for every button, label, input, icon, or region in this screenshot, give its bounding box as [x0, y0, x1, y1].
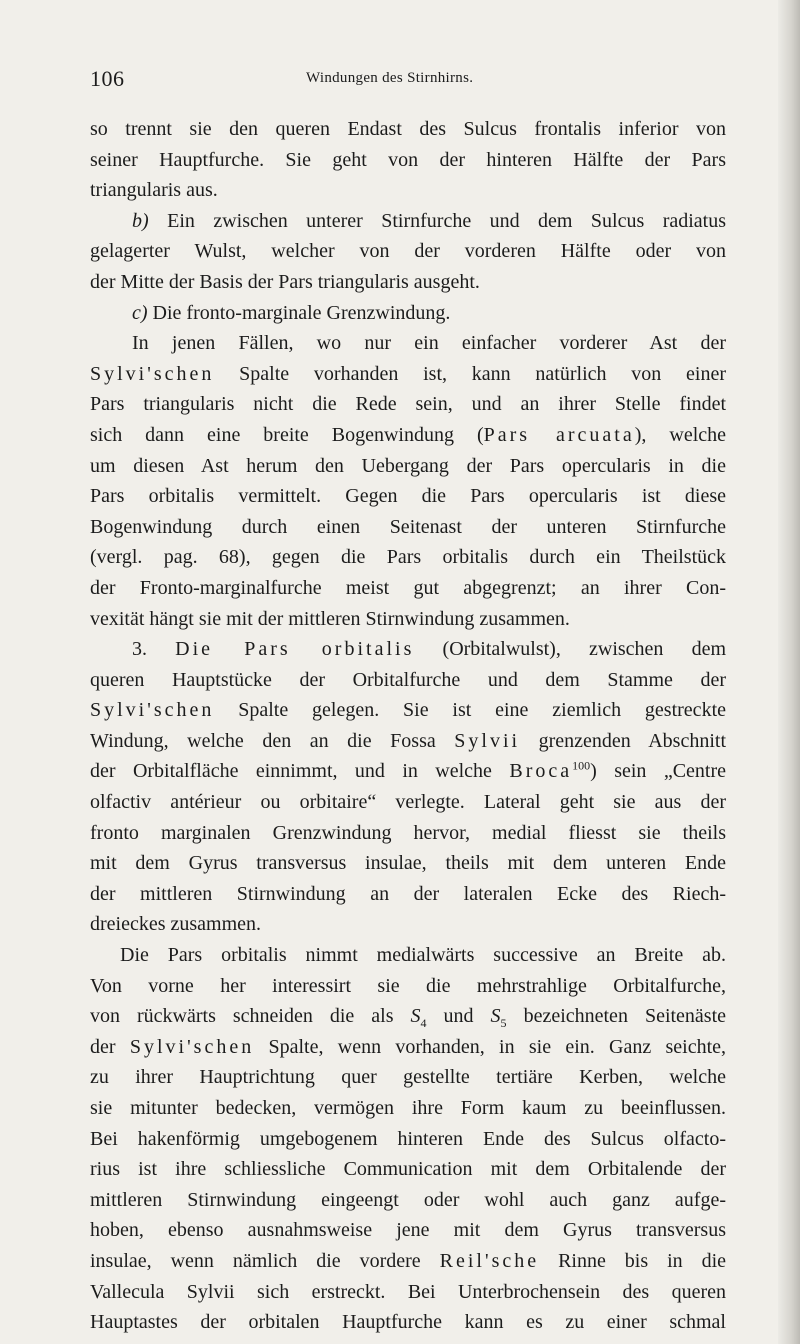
- text-line: Pars orbitalis vermittelt. Gegen die Pars opercularis ist diese: [90, 485, 726, 508]
- list-marker-c: c): [132, 301, 148, 324]
- text-line: triangularis aus.: [90, 179, 218, 202]
- text-line: Windung, welche den an die Fossa Sylvii grenzenden Abschnitt: [90, 729, 727, 752]
- running-head: Windungen des Stirnhirns.: [306, 70, 474, 86]
- text-line: Von vorne her interessirt sie die mehrstrahlige Orbitalfurche,: [90, 974, 726, 997]
- list-marker-b: b): [132, 209, 149, 232]
- text-line: gelagerter Wulst, welcher von der vorderen Hälfte oder von: [90, 240, 726, 263]
- footnote-ref: 100: [572, 758, 591, 773]
- text-line: queren Hauptstücke der Orbitalfurche und dem Stamme der: [90, 668, 726, 691]
- text-line: mit dem Gyrus transversus insulae, theils mit dem unteren Ende: [90, 852, 726, 875]
- text-line: so trennt sie den queren Endast des Sulcus frontalis inferior von: [90, 118, 726, 140]
- text-line: 3. Die Pars orbitalis (Orbitalwulst), zwischen dem: [132, 638, 727, 661]
- text-line: der Orbitalfläche einnimmt, und in welche Broca$^{100}$) sein „Centre: [90, 758, 727, 783]
- page-edge-shadow: [778, 0, 800, 1344]
- text-line: Hauptastes der orbitalen Hauptfurche kann es zu einer schmal: [90, 1311, 726, 1334]
- text-line: der Mitte der Basis der Pars triangularis ausgeht.: [90, 270, 480, 293]
- text-line: von rückwärts schneiden die als $S_4$ und $S_5$ bezeichneten Seitenäste: [90, 1005, 727, 1031]
- page-header: [90, 66, 730, 94]
- text-line: In jenen Fällen, wo nur ein einfacher vorderer Ast der: [132, 332, 726, 355]
- page-number: 106: [90, 66, 125, 91]
- text-line: zu ihrer Hauptrichtung quer gestellte tertiäre Kerben, welche: [90, 1066, 726, 1089]
- text-line: mittleren Stirnwindung eingeengt oder wohl auch ganz aufge-: [90, 1188, 726, 1211]
- text-line: c) Die fronto-marginale Grenzwindung.: [132, 301, 451, 324]
- text-line: fronto marginalen Grenzwindung hervor, medial fliesst sie theils: [90, 821, 726, 844]
- text-line: der Sylvi'schen Spalte, wenn vorhanden, in sie ein. Ganz seichte,: [90, 1035, 727, 1058]
- text-line: Sylvi'schen Spalte vorhanden ist, kann natürlich von einer: [90, 362, 727, 385]
- text-line: Sylvi'schen Spalte gelegen. Sie ist eine ziemlich gestreckte: [90, 699, 726, 722]
- text-line: sich dann eine breite Bogenwindung (Pars arcuata), welche: [90, 423, 727, 446]
- text-line: dreieckes zusammen.: [90, 913, 262, 936]
- text-line: Die Pars orbitalis nimmt medialwärts successive an Breite ab.: [120, 944, 726, 967]
- text-line: hoben, ebenso ausnahmsweise jene mit dem Gyrus transversus: [90, 1219, 726, 1242]
- text-line: Bei hakenförmig umgebogenem hinteren Ende des Sulcus olfacto-: [90, 1127, 726, 1150]
- text-line: der Fronto-marginalfurche meist gut abgegrenzt; an ihrer Con-: [90, 576, 726, 599]
- text-line: um diesen Ast herum den Uebergang der Pars opercularis in die: [90, 454, 726, 477]
- text-line: Vallecula Sylvii sich erstreckt. Bei Unterbrochensein des queren: [90, 1280, 726, 1303]
- body-text: [90, 114, 726, 1338]
- text-line: b) Ein zwischen unterer Stirnfurche und dem Sulcus radiatus: [132, 209, 727, 232]
- text-line: sie mitunter bedecken, vermögen ihre Form kaum zu beeinflussen.: [90, 1097, 726, 1119]
- text-line: seiner Hauptfurche. Sie geht von der hinteren Hälfte der Pars: [90, 148, 726, 171]
- text-line: Pars triangularis nicht die Rede sein, und an ihrer Stelle findet: [90, 393, 726, 416]
- text-line: (vergl. pag. 68), gegen die Pars orbitalis durch ein Theilstück: [90, 546, 726, 569]
- text-line: der mittleren Stirnwindung an der lateralen Ecke des Riech-: [90, 882, 726, 905]
- text-line: rius ist ihre schliessliche Communication mit dem Orbitalende der: [90, 1158, 726, 1181]
- text-line: insulae, wenn nämlich die vordere Reil'sche Rinne bis in die: [90, 1249, 727, 1272]
- text-line: Bogenwindung durch einen Seitenast der unteren Stirnfurche: [90, 515, 726, 538]
- text-line: olfactiv antérieur ou orbitaire“ verlegte. Lateral geht sie aus der: [90, 791, 726, 814]
- text-line: vexität hängt sie mit der mittleren Stirnwindung zusammen.: [90, 607, 570, 630]
